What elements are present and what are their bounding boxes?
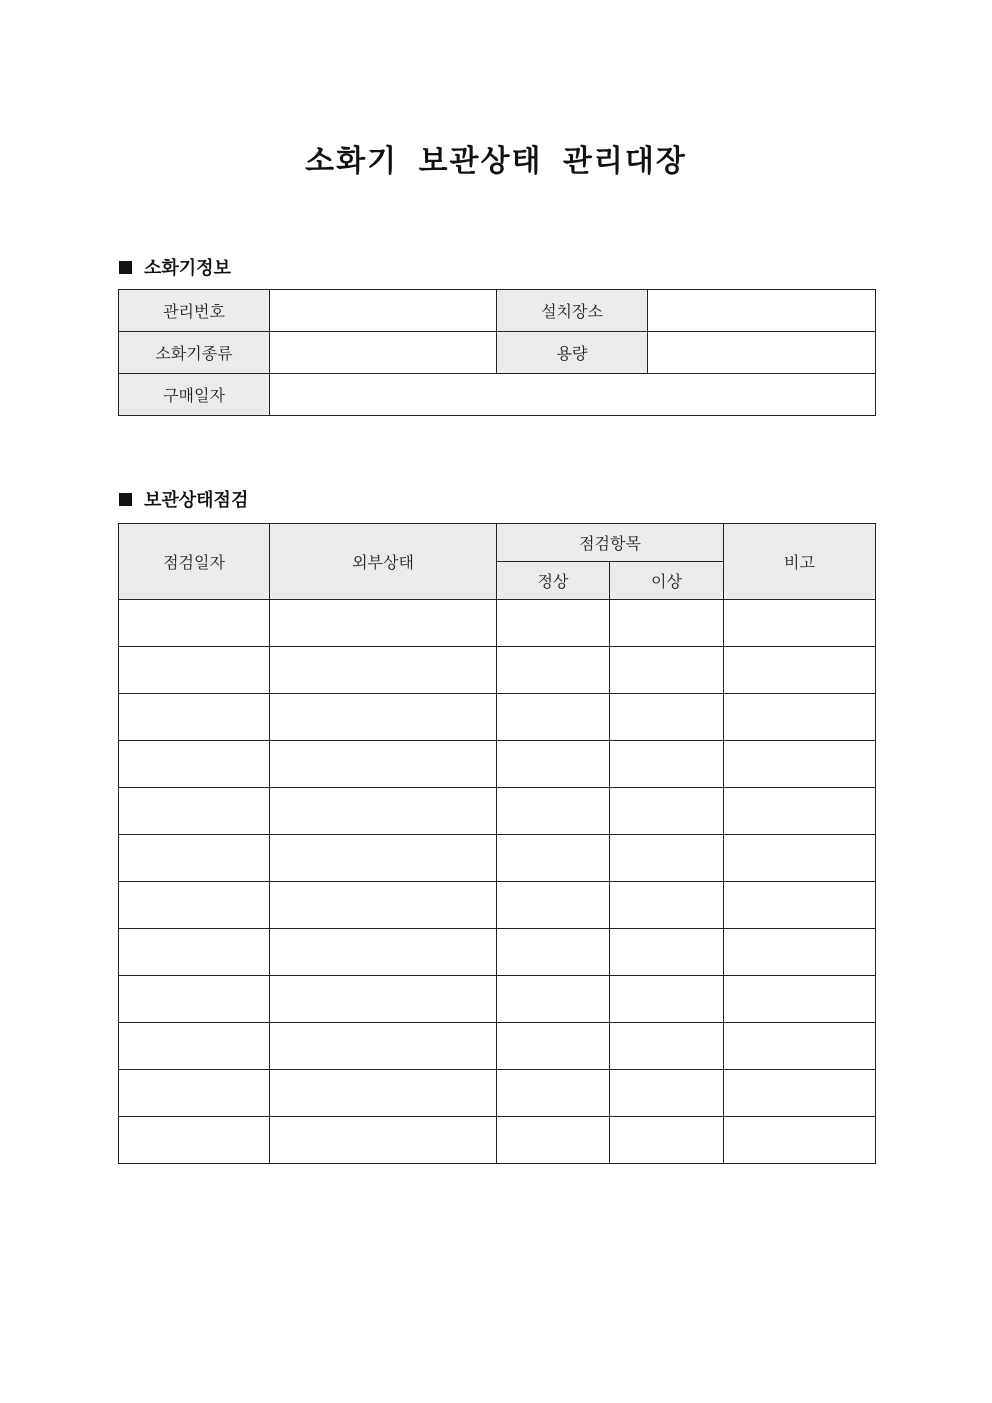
- cell-abnormal[interactable]: [610, 647, 724, 694]
- cell-normal[interactable]: [497, 1070, 610, 1117]
- table-row: [119, 882, 876, 929]
- table-row: [119, 835, 876, 882]
- cell-remarks[interactable]: [724, 1023, 876, 1070]
- cell-abnormal[interactable]: [610, 788, 724, 835]
- label-install-location: 설치장소: [497, 290, 648, 332]
- cell-check-date[interactable]: [119, 600, 270, 647]
- cell-exterior-state[interactable]: [270, 882, 497, 929]
- cell-check-date[interactable]: [119, 976, 270, 1023]
- cell-normal[interactable]: [497, 694, 610, 741]
- section-heading-info-label: 소화기정보: [144, 258, 231, 279]
- cell-remarks[interactable]: [724, 694, 876, 741]
- cell-check-date[interactable]: [119, 1117, 270, 1164]
- field-extinguisher-type[interactable]: [270, 332, 497, 374]
- label-purchase-date: 구매일자: [119, 374, 270, 416]
- cell-exterior-state[interactable]: [270, 1117, 497, 1164]
- cell-normal[interactable]: [497, 882, 610, 929]
- cell-exterior-state[interactable]: [270, 788, 497, 835]
- cell-normal[interactable]: [497, 1117, 610, 1164]
- cell-check-date[interactable]: [119, 741, 270, 788]
- info-row: [119, 290, 876, 332]
- field-purchase-date[interactable]: [270, 374, 876, 416]
- table-row: [119, 976, 876, 1023]
- header-normal: 정상: [497, 562, 610, 600]
- cell-check-date[interactable]: [119, 835, 270, 882]
- cell-check-date[interactable]: [119, 694, 270, 741]
- label-management-no: 관리번호: [119, 290, 270, 332]
- cell-remarks[interactable]: [724, 882, 876, 929]
- section-heading-check-label: 보관상태점검: [144, 490, 249, 511]
- cell-exterior-state[interactable]: [270, 976, 497, 1023]
- field-install-location[interactable]: [648, 290, 876, 332]
- cell-remarks[interactable]: [724, 741, 876, 788]
- cell-normal[interactable]: [497, 647, 610, 694]
- cell-abnormal[interactable]: [610, 1070, 724, 1117]
- cell-check-date[interactable]: [119, 788, 270, 835]
- cell-normal[interactable]: [497, 929, 610, 976]
- cell-check-date[interactable]: [119, 647, 270, 694]
- field-capacity[interactable]: [648, 332, 876, 374]
- cell-abnormal[interactable]: [610, 882, 724, 929]
- cell-abnormal[interactable]: [610, 1023, 724, 1070]
- cell-abnormal[interactable]: [610, 1117, 724, 1164]
- cell-abnormal[interactable]: [610, 835, 724, 882]
- label-capacity: 용량: [497, 332, 648, 374]
- cell-exterior-state[interactable]: [270, 741, 497, 788]
- header-remarks: 비고: [724, 524, 876, 600]
- cell-remarks[interactable]: [724, 1117, 876, 1164]
- table-row: [119, 694, 876, 741]
- header-exterior-state: 외부상태: [270, 524, 497, 600]
- cell-abnormal[interactable]: [610, 741, 724, 788]
- extinguisher-info-table: [118, 289, 876, 416]
- cell-remarks[interactable]: [724, 647, 876, 694]
- cell-exterior-state[interactable]: [270, 835, 497, 882]
- cell-check-date[interactable]: [119, 1023, 270, 1070]
- header-row: [119, 524, 876, 562]
- square-bullet-icon: [119, 261, 132, 274]
- cell-exterior-state[interactable]: [270, 1023, 497, 1070]
- info-row: [119, 374, 876, 416]
- cell-check-date[interactable]: [119, 882, 270, 929]
- table-row: [119, 788, 876, 835]
- cell-abnormal[interactable]: [610, 694, 724, 741]
- section-heading-check: [119, 486, 248, 512]
- cell-normal[interactable]: [497, 788, 610, 835]
- table-row: [119, 1023, 876, 1070]
- field-management-no[interactable]: [270, 290, 497, 332]
- cell-exterior-state[interactable]: [270, 694, 497, 741]
- cell-abnormal[interactable]: [610, 976, 724, 1023]
- label-extinguisher-type: 소화기종류: [119, 332, 270, 374]
- table-row: [119, 600, 876, 647]
- cell-remarks[interactable]: [724, 835, 876, 882]
- cell-remarks[interactable]: [724, 788, 876, 835]
- cell-check-date[interactable]: [119, 1070, 270, 1117]
- storage-check-table: [118, 523, 876, 1164]
- section-heading-info: [119, 254, 231, 280]
- table-row: [119, 929, 876, 976]
- table-row: [119, 1070, 876, 1117]
- cell-remarks[interactable]: [724, 1070, 876, 1117]
- header-check-items: 점검항목: [497, 524, 724, 562]
- header-check-date: 점검일자: [119, 524, 270, 600]
- cell-normal[interactable]: [497, 1023, 610, 1070]
- cell-normal[interactable]: [497, 600, 610, 647]
- table-row: [119, 647, 876, 694]
- cell-exterior-state[interactable]: [270, 600, 497, 647]
- square-bullet-icon: [119, 493, 132, 506]
- cell-normal[interactable]: [497, 741, 610, 788]
- cell-normal[interactable]: [497, 835, 610, 882]
- cell-normal[interactable]: [497, 976, 610, 1023]
- cell-exterior-state[interactable]: [270, 1070, 497, 1117]
- cell-check-date[interactable]: [119, 929, 270, 976]
- page-title: 소화기 보관상태 관리대장: [305, 144, 687, 179]
- cell-remarks[interactable]: [724, 976, 876, 1023]
- cell-remarks[interactable]: [724, 929, 876, 976]
- cell-abnormal[interactable]: [610, 600, 724, 647]
- table-row: [119, 741, 876, 788]
- cell-abnormal[interactable]: [610, 929, 724, 976]
- table-row: [119, 1117, 876, 1164]
- header-abnormal: 이상: [610, 562, 724, 600]
- cell-exterior-state[interactable]: [270, 647, 497, 694]
- cell-exterior-state[interactable]: [270, 929, 497, 976]
- cell-remarks[interactable]: [724, 600, 876, 647]
- info-row: [119, 332, 876, 374]
